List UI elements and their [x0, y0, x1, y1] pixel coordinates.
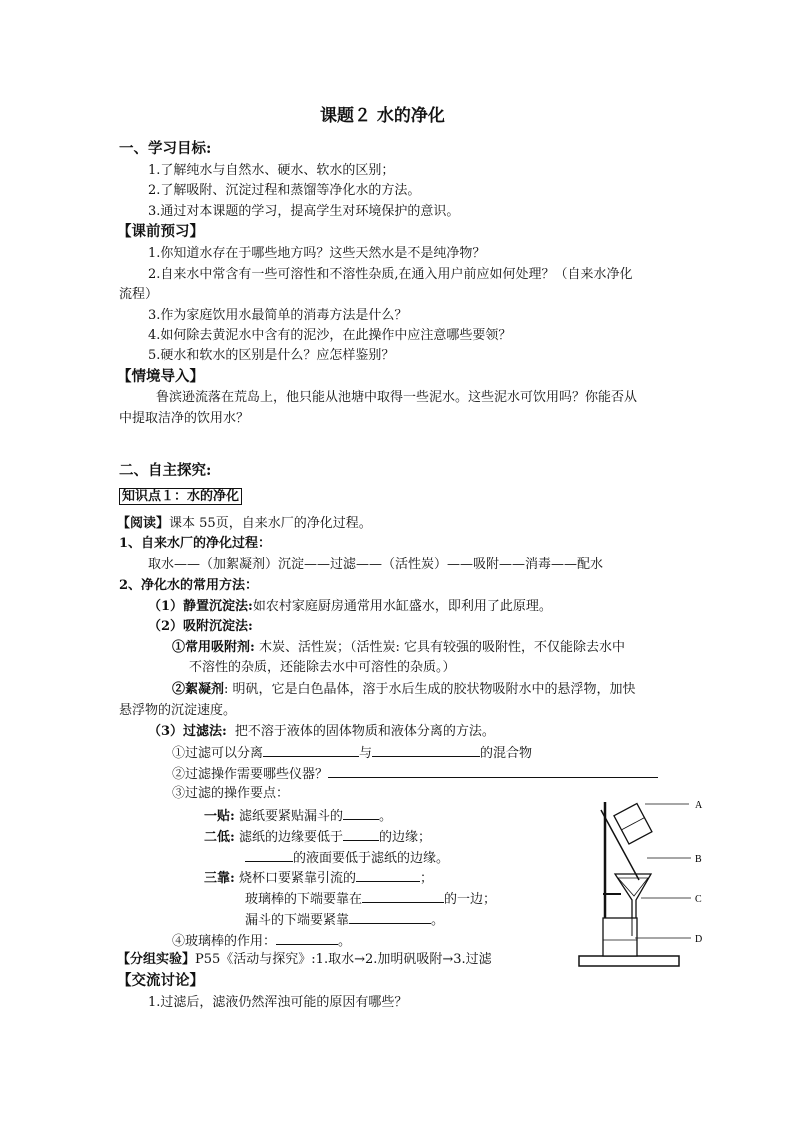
scene-text-cont: 中提取洁净的饮用水？	[119, 411, 250, 426]
knowledge-point-box	[119, 489, 242, 505]
point-text: 。	[378, 809, 392, 824]
q2-text: ②过滤操作需要哪些仪器？	[172, 767, 329, 782]
discussion-heading: 【交流讨论】	[117, 972, 204, 989]
goal-item: 3.通过对本课题的学习，提高学生对环境保护的意识。	[148, 204, 460, 219]
section-heading-explore: 二、自主探究:	[119, 462, 212, 479]
method-label: （1）静置沉淀法:	[148, 599, 253, 614]
flocculant-text-cont: 悬浮物的沉淀速度。	[119, 703, 237, 718]
filtration-q3: ③过滤的操作要点：	[172, 786, 290, 801]
method-sedimentation	[148, 599, 552, 615]
knowledge-point-title: 知识点１：水的净化	[119, 488, 242, 505]
method-filtration	[148, 724, 495, 740]
stand-base	[579, 956, 679, 966]
figure-label: A	[695, 800, 703, 811]
goal-item: 2.了解吸附、沉淀过程和蒸馏等净化水的方法。	[148, 183, 421, 198]
fill-blank[interactable]	[276, 932, 338, 945]
subheading-methods: 2、净化水的常用方法：	[119, 578, 259, 593]
discussion-question: 1.过滤后，滤液仍然浑浊可能的原因有哪些？	[148, 995, 408, 1010]
scene-text: 鲁滨逊流落在荒岛上，他只能从池塘中取得一些泥水。这些泥水可饮用吗？你能否从	[156, 390, 638, 405]
page-title: 课题２ 水的净化	[320, 106, 445, 126]
q4-text: 。	[338, 934, 352, 949]
point-yitie	[204, 807, 392, 825]
section-heading-goals: 一、学习目标:	[119, 140, 212, 157]
point-label: 三靠:	[204, 871, 235, 886]
filtration-q1	[172, 744, 532, 762]
method-adsorption: （2）吸附沉淀法:	[148, 619, 253, 634]
point-sankao-2	[245, 890, 496, 908]
q1-text-c: 的混合物	[480, 746, 533, 761]
point-erdi-2	[245, 849, 449, 867]
figure-label: D	[695, 934, 703, 945]
filtration-apparatus-figure	[575, 790, 725, 980]
fill-blank[interactable]	[349, 911, 431, 924]
point-label: 二低:	[204, 830, 235, 845]
point-text: 滤纸的边缘要低于	[234, 830, 343, 845]
adsorbent-label: ①常用吸附剂:	[172, 640, 255, 655]
experiment-text: P55《活动与探究》:1.取水→2.加明矾吸附→3.过滤	[195, 952, 492, 967]
preview-question: 3.作为家庭饮用水最简单的消毒方法是什么？	[148, 308, 408, 323]
preview-question: 5.硬水和软水的区别是什么？应怎样鉴别？	[148, 348, 395, 363]
scene-heading: 【情境导入】	[117, 368, 204, 385]
fill-blank[interactable]	[343, 828, 379, 841]
figure-label: B	[695, 854, 702, 865]
flocculant-line	[172, 682, 636, 698]
point-text: ；	[419, 871, 433, 886]
adsorbent-text: 木炭、活性炭；（活性炭: 它具有较强的吸附性，不仅能除去水中	[254, 640, 625, 655]
point-text: 的边缘；	[378, 830, 431, 845]
adsorbent-text-cont: 不溶性的杂质，还能除去水中可溶性的杂质。）	[189, 660, 456, 675]
method-label: （3）过滤法:	[148, 724, 227, 739]
flocculant-label: ②絮凝剂	[172, 682, 225, 697]
flocculant-text: : 明矾，它是白色晶体，溶于水后生成的胶状物吸附水中的悬浮物，加快	[224, 682, 636, 697]
reading-tag: 【阅读】	[117, 516, 170, 531]
point-label: 一贴:	[204, 809, 235, 824]
point-text: 的液面要低于滤纸的边缘。	[293, 851, 450, 866]
point-text: 烧杯口要紧靠引流的	[234, 871, 356, 886]
goal-item: 1.了解纯水与自然水、硬水、软水的区别；	[148, 163, 395, 178]
process-flow: 取水——（加絮凝剂）沉淀——过滤——（活性炭）——吸附——消毒——配水	[148, 557, 604, 572]
fill-blank[interactable]	[343, 807, 379, 820]
reading-line	[117, 516, 372, 532]
experiment-tag: 【分组实验】	[117, 952, 196, 967]
reading-text: 课本 55页，自来水厂的净化过程。	[169, 516, 372, 531]
filtration-q4	[172, 932, 351, 950]
point-sankao	[204, 869, 433, 887]
fill-blank[interactable]	[362, 890, 444, 903]
preview-question: 4.如何除去黄泥水中含有的泥沙，在此操作中应注意哪些要领？	[148, 328, 512, 343]
point-text: 漏斗的下端要紧靠	[245, 913, 350, 928]
experiment-line	[117, 952, 492, 968]
fill-blank[interactable]	[372, 744, 480, 757]
fill-blank[interactable]	[245, 849, 293, 862]
filtration-q2	[172, 765, 658, 783]
pouring-beaker	[614, 804, 652, 844]
preview-question: 1.你知道水存在于哪些地方吗？这些天然水是不是纯净物？	[148, 246, 486, 261]
fill-blank[interactable]	[328, 765, 658, 778]
preview-question: 2.自来水中常含有一些可溶性和不溶性杂质,在通入用户前应如何处理？（自来水净化	[148, 267, 633, 282]
method-text: 把不溶于液体的固体物质和液体分离的方法。	[234, 724, 495, 739]
point-text: 的一边；	[444, 892, 497, 907]
fill-blank[interactable]	[263, 744, 359, 757]
subheading-plant-process: 1、自来水厂的净化过程：	[119, 536, 272, 551]
point-text: 。	[431, 913, 445, 928]
fill-blank[interactable]	[356, 869, 420, 882]
preview-heading: 【课前预习】	[117, 223, 204, 240]
q1-text-b: 与	[359, 746, 373, 761]
q1-text-a: ①过滤可以分离	[172, 746, 264, 761]
figure-label: C	[695, 894, 702, 905]
point-text: 玻璃棒的下端要靠在	[245, 892, 363, 907]
method-text: 如农村家庭厨房通常用水缸盛水，即利用了此原理。	[252, 599, 552, 614]
point-erdi	[204, 828, 431, 846]
adsorbent-line	[172, 640, 625, 656]
preview-question-cont: 流程）	[119, 287, 159, 302]
q4-text: ④玻璃棒的作用：	[172, 934, 277, 949]
point-sankao-3	[245, 911, 444, 929]
point-text: 滤纸要紧贴漏斗的	[234, 809, 343, 824]
